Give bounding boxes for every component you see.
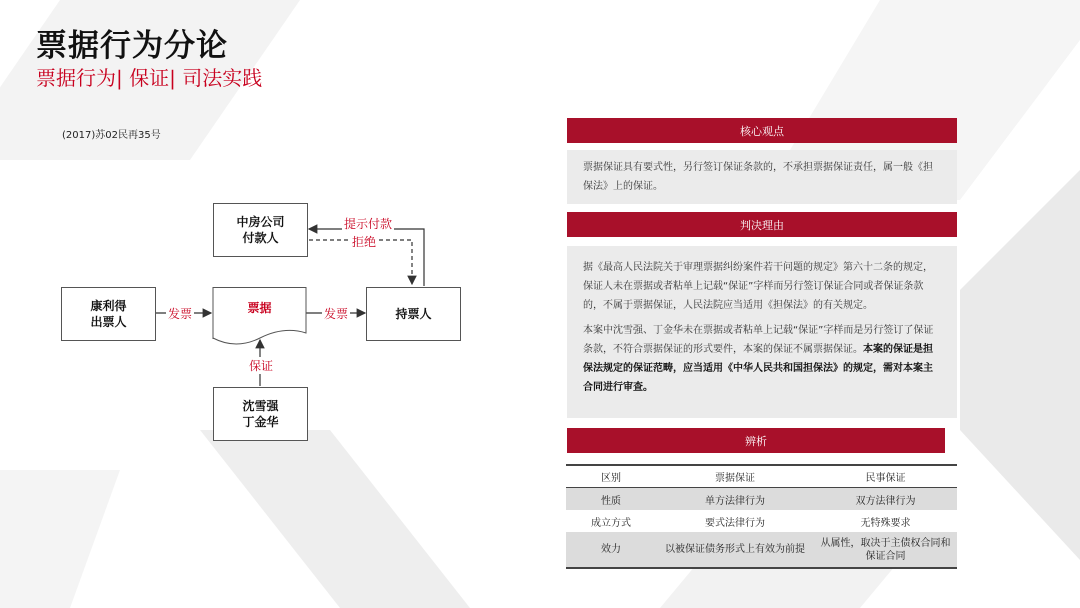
reason-paragraph-2-bold: 本案的保证是担保法规定的保证范畴，应当适用《中华人民共和国担保法》的规定，需对本案主合同进行审查。 [583, 344, 933, 393]
label-guarantee: 保证 [249, 359, 274, 373]
table-cell: 成立方式 [591, 517, 631, 529]
table-header-cell: 区别 [566, 465, 656, 488]
table-row [566, 488, 957, 511]
holder-box [366, 287, 461, 341]
payer-box [213, 203, 308, 257]
bill-box [213, 287, 306, 333]
table-row [566, 532, 957, 568]
table-row [566, 510, 957, 532]
table-header-cell: 票据保证 [656, 465, 814, 488]
drawer-box [61, 287, 156, 341]
table-cell: 性质 [566, 488, 656, 511]
comparison-table [566, 464, 957, 569]
table-cell: 无特殊要求 [860, 517, 911, 529]
label-issue-1: 发票 [168, 307, 193, 321]
table-cell: 要式法律行为 [705, 517, 765, 529]
table-header-cell: 民事保证 [814, 465, 957, 488]
guarantor-label: 沈雪强 丁金华 [242, 398, 279, 429]
page-title: 票据行为分论 [36, 28, 228, 64]
holder-label: 持票人 [395, 306, 432, 321]
label-refuse: 拒绝 [352, 235, 377, 249]
judgment-reason-panel [567, 246, 957, 418]
table-cell: 以被保证债务形式上有效为前提 [656, 532, 814, 568]
drawer-label: 康利得 出票人 [90, 298, 127, 329]
core-view-header: 核心观点 [567, 118, 957, 143]
reason-paragraph-2-plain: 本案中沈雪强、丁金华未在票据或者粘单上记载“保证”字样而是另行签订了保证条款，不符合票据保证的形式要件，本案的保证不属票据保证。 [583, 325, 934, 355]
analysis-header: 辨析 [567, 428, 945, 453]
reason-paragraph-1: 据《最高人民法院关于审理票据纠纷案件若干问题的规定》第六十二条的规定，保证人未在票据或者粘单上记载“保证”字样而另行签订保证合同或者保证条款的，不属于票据保证，人民法院应当适用《担保法》的有关规定。 [583, 262, 933, 311]
core-view-text: 票据保证具有要式性，另行签订保证条款的，不承担票据保证责任，属一般《担保法》上的保证。 [583, 162, 933, 192]
reason-paragraph-2 [583, 321, 941, 397]
guarantor-box [213, 387, 308, 441]
label-issue-2: 发票 [324, 307, 349, 321]
core-view-panel [567, 150, 957, 204]
case-number: (2017)苏02民再35号 [62, 130, 161, 141]
table-header-row [566, 465, 957, 488]
label-present-payment: 提示付款 [344, 217, 393, 231]
table-cell: 效力 [566, 532, 656, 568]
table-cell: 从属性，取决于主债权合同和保证合同 [814, 532, 957, 568]
page-subtitle: 票据行为| 保证| 司法实践 [36, 66, 263, 90]
judgment-reason-header: 判决理由 [567, 212, 957, 237]
bill-label: 票据 [247, 301, 272, 315]
table-cell: 单方法律行为 [656, 488, 814, 511]
payer-label: 中房公司 付款人 [236, 214, 285, 245]
table-cell: 双方法律行为 [814, 488, 957, 511]
